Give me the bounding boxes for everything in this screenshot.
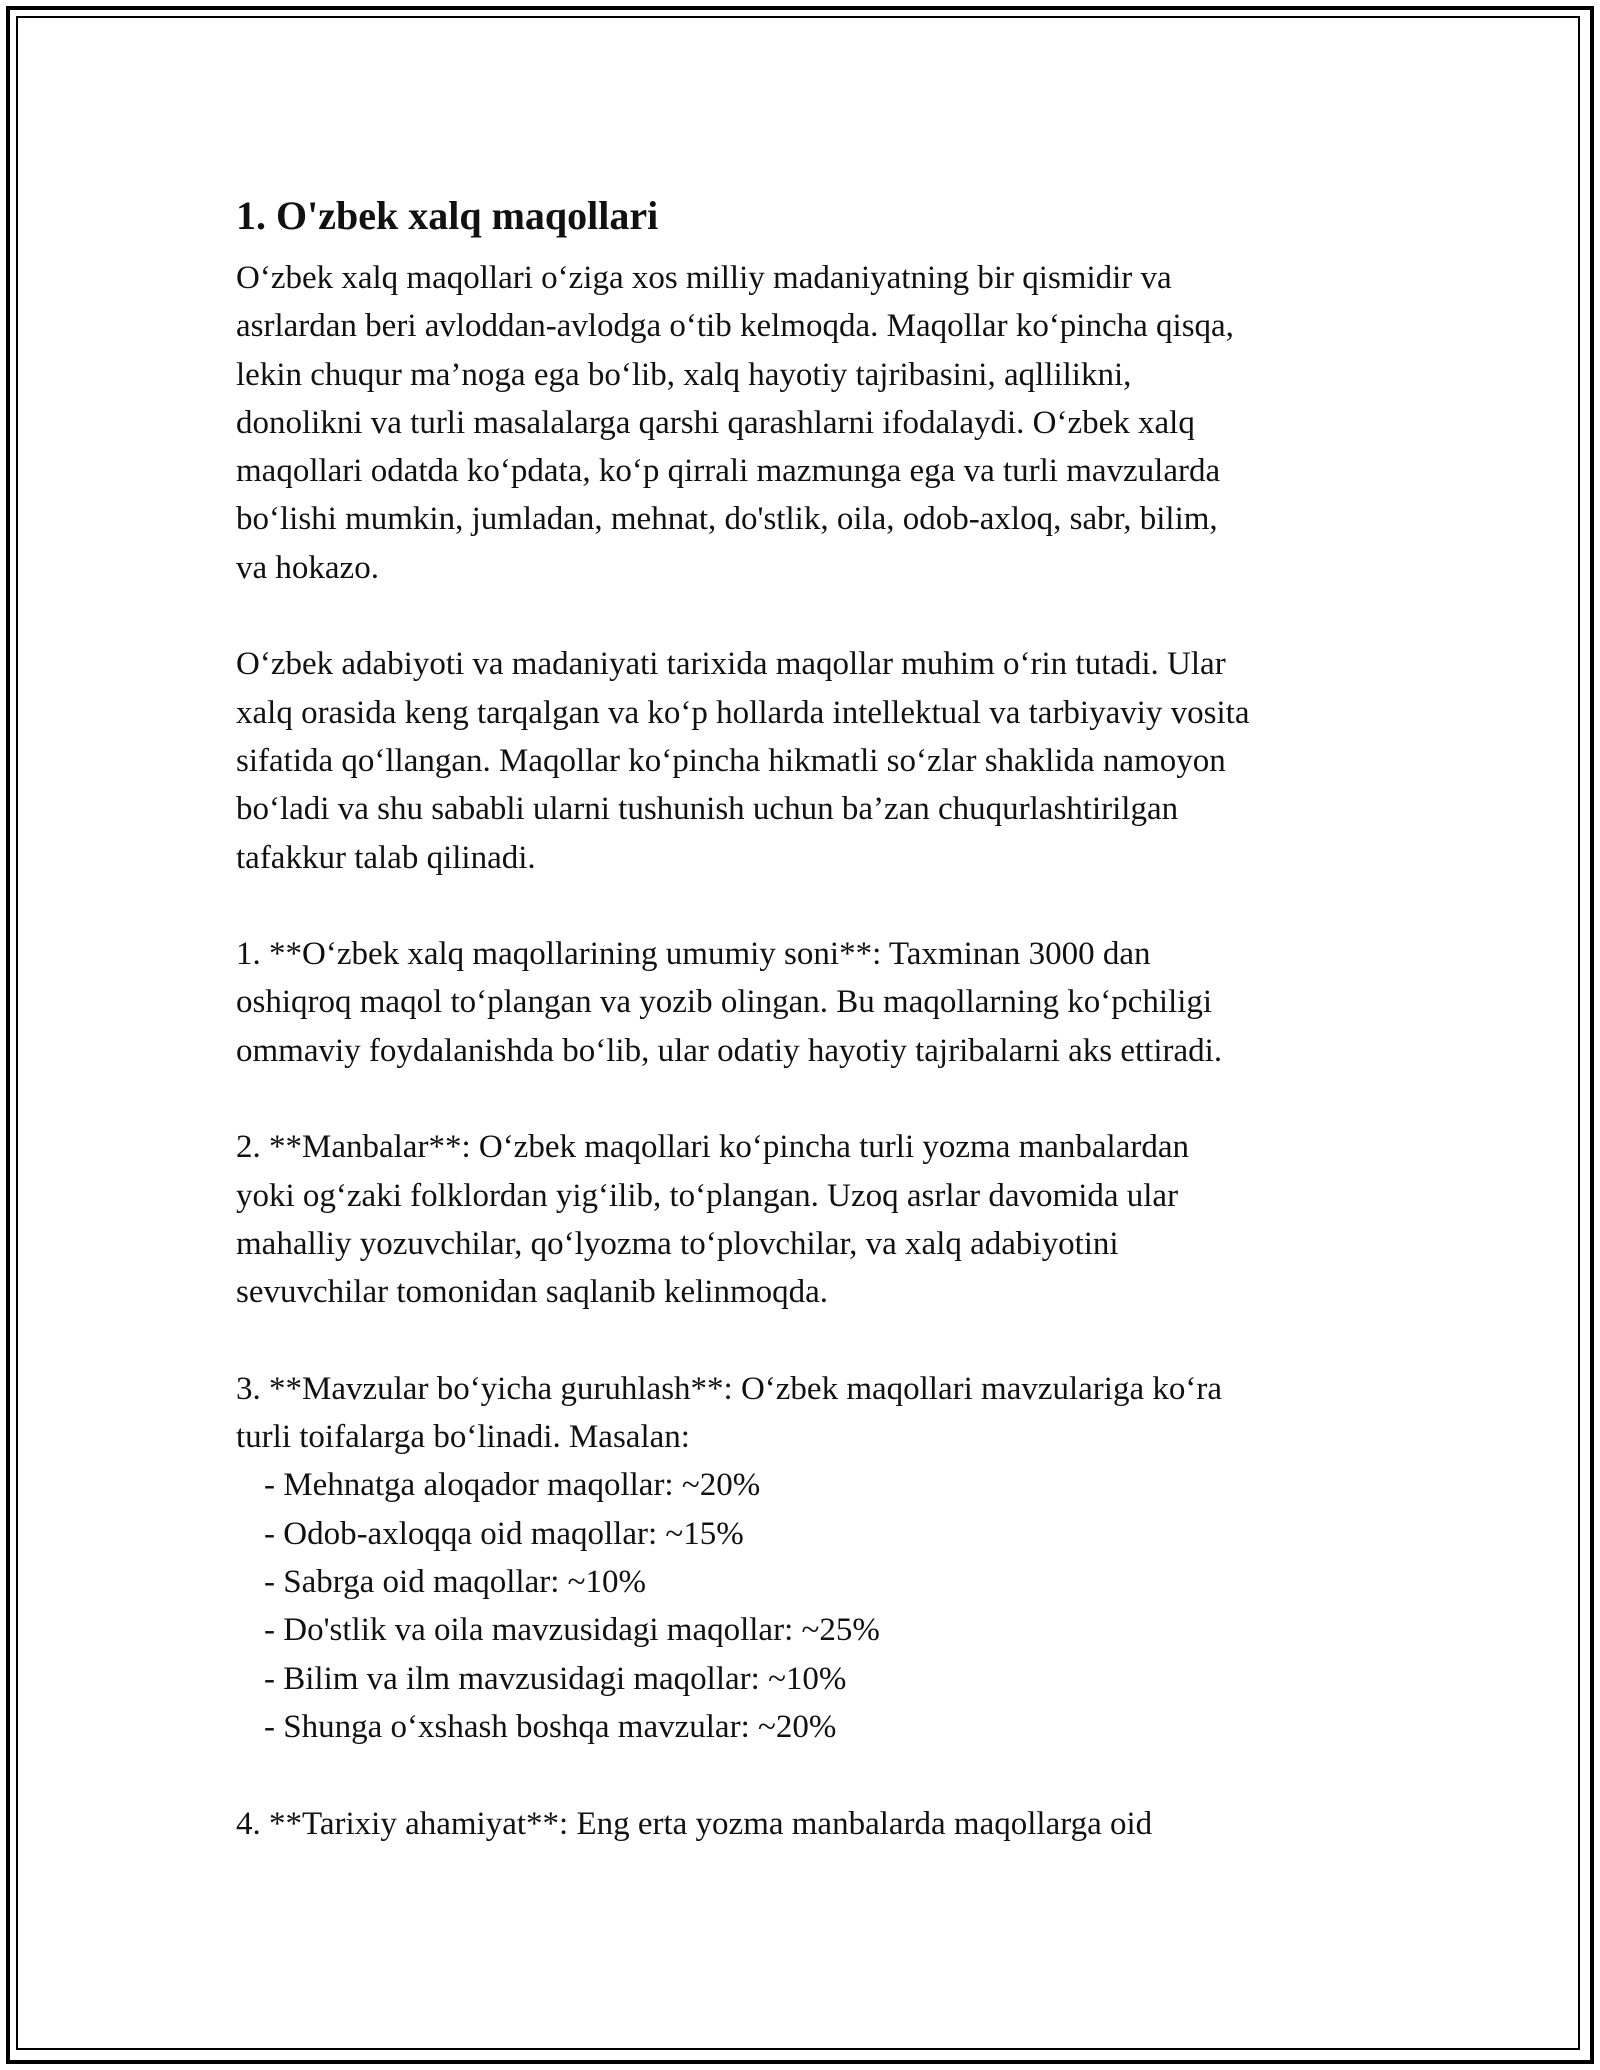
list-item-history xyxy=(236,1800,1376,1848)
paragraph-history xyxy=(236,640,1376,881)
text-line: oshiqroq maqol to‘plangan va yozib olingan. Bu maqollarning ko‘pchiligi xyxy=(236,984,1213,1021)
text-line: sevuvchilar tomonidan saqlanib kelinmoqda. xyxy=(236,1274,829,1311)
paragraph-spacer xyxy=(236,1317,1376,1365)
text-line: O‘zbek xalq maqollari o‘ziga xos milliy madaniyatning bir qismidir va xyxy=(236,260,1172,296)
list-item-topics xyxy=(236,1365,1376,1751)
text-line: 2. **Manbalar**: O‘zbek maqollari ko‘pincha turli yozma manbalardan xyxy=(236,1129,1190,1166)
document-body xyxy=(236,186,1376,1848)
topic-bullet: - Bilim va ilm mavzusidagi maqollar: ~10% xyxy=(264,1660,847,1697)
text-line: 1. **O‘zbek xalq maqollarining umumiy soni**: Taxminan 3000 dan xyxy=(236,936,1151,973)
text-line: xalq orasida keng tarqalgan va ko‘p hollarda intellektual va tarbiyaviy vosita xyxy=(236,694,1250,731)
text-line: bo‘lishi mumkin, jumladan, mehnat, do'stlik, oila, odob-axloq, sabr, bilim, xyxy=(236,501,1218,538)
text-line: lekin chuqur ma’noga ega bo‘lib, xalq hayotiy tajribasini, aqllilikni, xyxy=(236,356,1132,393)
text-line: maqollari odatda ko‘pdata, ko‘p qirrali mazmunga ega va turli mavzularda xyxy=(236,453,1221,490)
topic-bullet: - Do'stlik va oila mavzusidagi maqollar: ~25% xyxy=(264,1612,880,1649)
topic-bullet: - Shunga o‘xshash boshqa mavzular: ~20% xyxy=(264,1708,837,1745)
text-line: O‘zbek adabiyoti va madaniyati tarixida maqollar muhim o‘rin tutadi. Ular xyxy=(236,646,1226,683)
paragraph-intro xyxy=(236,254,1376,592)
text-line: tafakkur talab qilinadi. xyxy=(236,839,536,876)
text-line: donolikni va turli masalalarga qarshi qarashlarni ifodalaydi. O‘zbek xalq xyxy=(236,404,1195,441)
text-line: sifatida qo‘llangan. Maqollar ko‘pincha hikmatli so‘zlar shaklida namoyon xyxy=(236,742,1226,779)
text-line: va hokazo. xyxy=(236,549,379,586)
list-item-sources xyxy=(236,1123,1376,1316)
text-line: turli toifalarga bo‘linadi. Masalan: xyxy=(236,1419,690,1456)
topic-bullet: - Mehnatga aloqador maqollar: ~20% xyxy=(264,1467,761,1504)
text-line: yoki og‘zaki folklordan yig‘ilib, to‘plangan. Uzoq asrlar davomida ular xyxy=(236,1177,1179,1214)
topic-bullet: - Odob-axloqqa oid maqollar: ~15% xyxy=(264,1515,744,1552)
paragraph-spacer xyxy=(236,1751,1376,1799)
list-item-count xyxy=(236,930,1376,1075)
text-line: 4. **Tarixiy ahamiyat**: Eng erta yozma manbalarda maqollarga oid xyxy=(236,1805,1153,1842)
paragraph-spacer xyxy=(236,882,1376,930)
topic-bullet: - Sabrga oid maqollar: ~10% xyxy=(264,1564,646,1601)
text-line: mahalliy yozuvchilar, qo‘lyozma to‘plovchilar, va xalq adabiyotini xyxy=(236,1225,1119,1262)
paragraph-spacer xyxy=(236,592,1376,640)
section-heading: 1. O'zbek xalq maqollari xyxy=(236,193,659,238)
paragraph-spacer xyxy=(236,1075,1376,1123)
text-line: 3. **Mavzular bo‘yicha guruhlash**: O‘zbek maqollari mavzulariga ko‘ra xyxy=(236,1370,1222,1407)
text-line: ommaviy foydalanishda bo‘lib, ular odatiy hayotiy tajribalarni aks ettiradi. xyxy=(236,1032,1223,1069)
text-line: bo‘ladi va shu sababli ularni tushunish uchun ba’zan chuqurlashtirilgan xyxy=(236,791,1179,828)
text-line: asrlardan beri avloddan-avlodga o‘tib kelmoqda. Maqollar ko‘pincha qisqa, xyxy=(236,308,1234,345)
